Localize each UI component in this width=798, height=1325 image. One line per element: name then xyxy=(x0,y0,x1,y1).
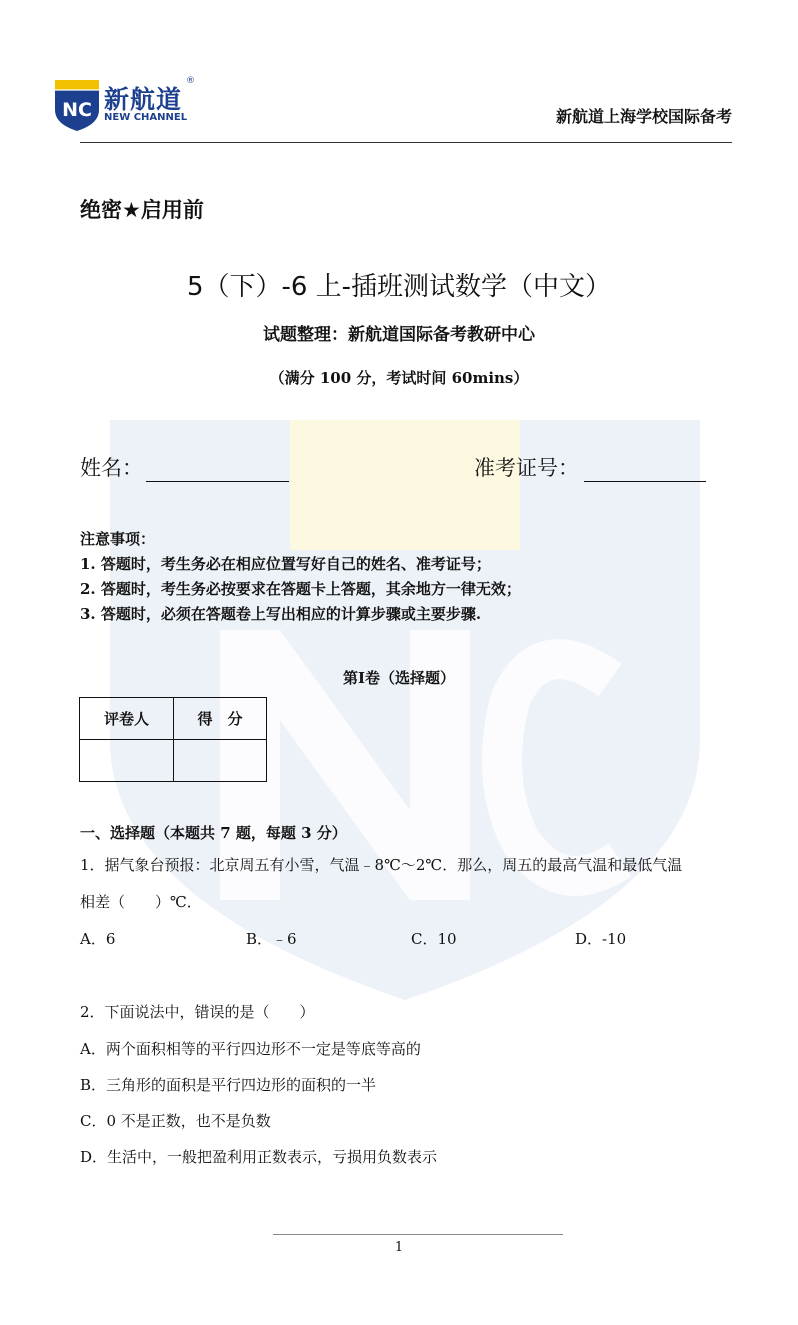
score-header: 得 分 xyxy=(174,698,267,740)
q2-option-d: D．生活中，一般把盈利用正数表示，亏损用负数表示 xyxy=(80,1148,438,1166)
logo-english-text: NEW CHANNEL xyxy=(104,112,188,123)
q1-option-d: D．-10 xyxy=(575,930,627,948)
registered-mark: ® xyxy=(186,76,195,86)
q2-option-a: A．两个面积相等的平行四边形不一定是等底等高的 xyxy=(80,1040,421,1058)
exam-title: 5（下）-6 上-插班测试数学（中文） xyxy=(186,272,612,302)
section-heading: 一、选择题（本题共 7 题，每题 3 分） xyxy=(80,824,347,842)
logo-mark-text: NC xyxy=(62,99,92,121)
note-item: 3. 答题时，必须在答题卷上写出相应的计算步骤或主要步骤. xyxy=(80,605,482,623)
score-cell[interactable] xyxy=(174,740,267,782)
grader-table xyxy=(79,697,267,782)
nc-shield-logo-icon xyxy=(54,78,100,132)
exam-id-blank-line[interactable] xyxy=(584,481,706,482)
exam-subtitle: 试题整理：新航道国际备考教研中心 xyxy=(263,325,535,345)
question-2-stem: 2．下面说法中，错误的是（ ） xyxy=(80,1003,315,1021)
notes-section xyxy=(80,527,521,627)
page-number: 1 xyxy=(394,1240,404,1255)
q1-option-a: A．6 xyxy=(80,930,116,948)
q1-option-b: B．﹣6 xyxy=(246,930,297,948)
secret-mark: 绝密★启用前 xyxy=(80,198,204,222)
logo-chinese-text: 新航道 xyxy=(104,85,183,114)
question-1-stem-cont: 相差（ ）℃． xyxy=(80,893,202,911)
q2-option-c: C．0 不是正数，也不是负数 xyxy=(80,1112,271,1130)
footer-divider xyxy=(273,1234,563,1235)
score-time-note: （满分 100 分，考试时间 60mins） xyxy=(269,369,529,387)
note-item: 2. 答题时，考生务必按要求在答题卡上答题，其余地方一律无效； xyxy=(80,580,521,598)
name-blank-line[interactable] xyxy=(146,481,289,482)
note-item: 1. 答题时，考生务必在相应位置写好自己的姓名、准考证号； xyxy=(80,555,491,573)
question-1-stem: 1．据气象台预报：北京周五有小雪，气温﹣8℃～2℃．那么，周五的最高气温和最低气温 xyxy=(80,856,683,874)
header-divider xyxy=(80,142,732,143)
notes-heading: 注意事项： xyxy=(80,530,156,548)
exam-id-label: 准考证号： xyxy=(474,456,579,480)
grader-cell[interactable] xyxy=(80,740,174,782)
volume-title: 第Ⅰ卷（选择题） xyxy=(342,669,456,687)
grader-header: 评卷人 xyxy=(80,698,174,740)
q2-option-b: B．三角形的面积是平行四边形的面积的一半 xyxy=(80,1076,377,1094)
name-label: 姓名： xyxy=(80,456,143,480)
q1-option-c: C．10 xyxy=(411,930,457,948)
brand-logo xyxy=(54,78,204,134)
school-name: 新航道上海学校国际备考 xyxy=(555,107,732,126)
